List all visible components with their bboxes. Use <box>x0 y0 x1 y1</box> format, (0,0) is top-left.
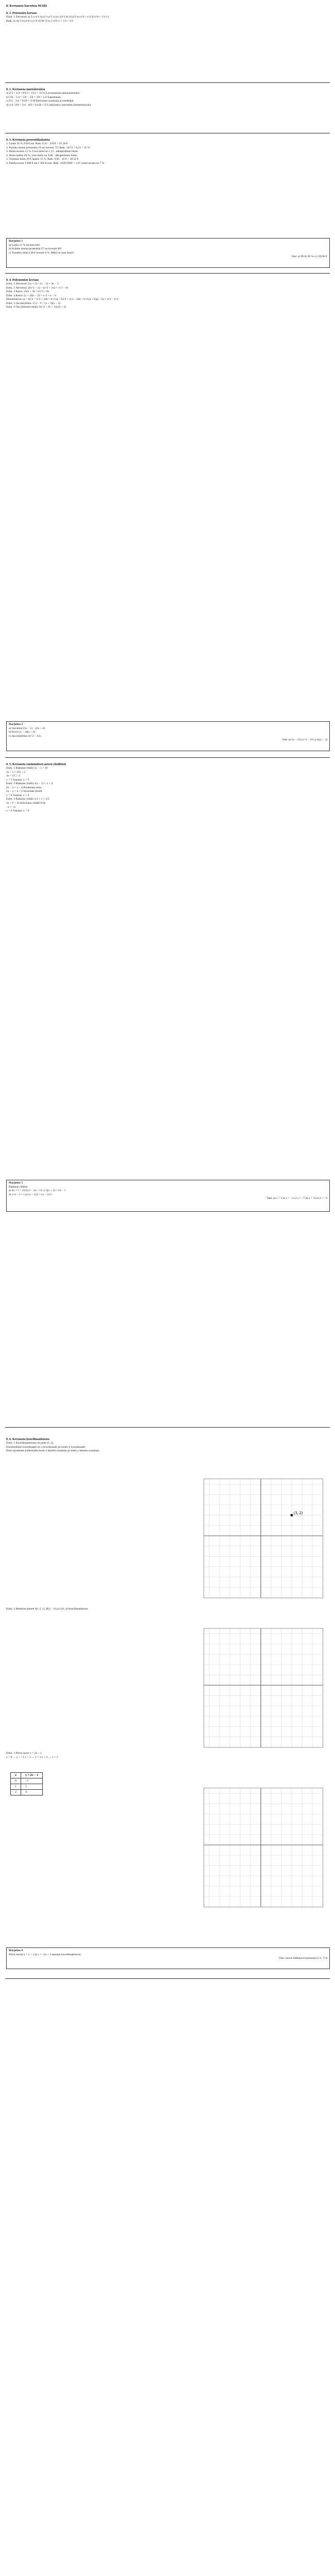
example-line: Piste sijoitetaan kulkemalla ensin x-akselin suuntaan ja sitten y-akselin suuntaan. <box>6 1449 100 1453</box>
exercise-line: d) x/4 − 2 = 1 e) (x + 1)/2 = (x − 3)/3 <box>9 1193 52 1196</box>
example-line: Esim. 2 Ratkaise yhtälö 2(x − 1) = x + 4 <box>6 782 53 786</box>
example-line: Esim. 3 Kerro: 2x(x + 4) = 2x^2 + 8x <box>6 290 49 294</box>
example-line: x = 6 Vastaus: x = 6 <box>6 793 29 797</box>
exercise-answer: Vast: a) x = 3 b) x = −3 c) x = −7 d) x = 12 e) x = −9 <box>266 1197 327 1200</box>
example-line: Esim. 3 Ratkaise yhtälö x/3 + 1 = x/2 <box>6 798 49 801</box>
table-cell: −1 <box>21 1778 43 1784</box>
point-label: (3, 2) <box>294 1511 303 1515</box>
section-title: 8. 1. Potenssien kertaus <box>6 12 37 15</box>
example-line: Esim. 2 Merkitse pisteet A(−2, 1), B(1, −3) ja C(0, 4) koordinaatistoon. <box>6 1607 89 1611</box>
exercise-line: c) Jaa tekijöihin 4x^2 − 12x. <box>9 734 42 738</box>
exercise-box <box>6 721 330 751</box>
example-line: Esim. 5 Jaa tekijöihin: x^2 − 9 = (x + 3)(x − 3) <box>6 301 60 305</box>
section-title: 8. 3. Kertausta prosenttilaskuista <box>6 139 50 142</box>
table-header-x: x <box>11 1773 21 1778</box>
example-line: Muistikaavat: (a + b)^2 = a^2 + 2ab + b^2 (a − b)^2 = a^2 − 2ab + b^2 (a + b)(a − b) = a^2 − b^2 <box>6 298 119 301</box>
doc-header <box>6 4 326 9</box>
section-title: 8. 5. Kertausta ensimmäisen asteen yhtälöistä <box>6 763 66 766</box>
exercise-answer: Vast: a) 96 b) 30 % c) 129,60 € <box>291 255 327 259</box>
section-8-4 <box>6 278 326 310</box>
exercise-line: b) Kerro (x − 4)(x + 4). <box>9 731 36 734</box>
exercise-box <box>6 1947 330 1969</box>
exercise-line: a) Laske 15 % luvusta 640. <box>9 243 40 247</box>
example-line: Esim. 1 Sievennä: (3x + 2) + (x − 5) = 4x − 3 <box>6 282 59 286</box>
exercise-answer: Vast: a) 3x − 5 b) x^2 − 16 c) 4x(x − 3) <box>282 738 327 742</box>
exercise-answer: Vast: suorat leikkaavat pisteessä (1/3, 7/3) <box>278 1957 327 1960</box>
divider <box>5 1978 330 1979</box>
coordinate-grid <box>204 1628 323 1748</box>
example-line: Ratk. a) 3a^3 b) a^8 c) x^6 d) 9x^2 e) x^4 f) 1 + 1/2 = 3/2 <box>6 19 73 23</box>
divider <box>5 757 330 758</box>
example-line: c) 2/5 · 3/4 = 6/20 = 3/10 Kerrotaan osoittajat ja nimittäjät <box>6 99 74 103</box>
example-line: Esim. 1 Ratkaise yhtälö 3x − 5 = 10 <box>6 767 48 770</box>
example-line: Ensimmäinen koordinaatti on x-koordinaatti ja toinen y-koordinaatti. <box>6 1445 86 1449</box>
doc-title: 8. Kertausta kurssista MAB1 <box>6 4 47 8</box>
coordinate-grid <box>204 1479 323 1598</box>
exercise-box <box>6 238 330 268</box>
plotted-point <box>291 1514 293 1517</box>
table-header-row <box>11 1773 43 1778</box>
exercise-box <box>6 1180 330 1212</box>
coordinate-grid <box>204 1788 323 1907</box>
table-row <box>11 1778 43 1784</box>
table-cell: 3 <box>21 1790 43 1795</box>
example-line: d) 3/4 : 9/8 = 3/4 · 8/9 = 24/36 = 2/3 Jakolasku: kerrotaan käänteisluvulla <box>6 103 91 107</box>
divider <box>5 82 330 83</box>
exercise-line: b) Kuinka monta prosenttia 27 on luvusta 90? <box>9 247 62 251</box>
example-line: 3x = 15 | : 3 <box>6 774 20 778</box>
example-line: 3. Hinta nousee 12 %. Uusi hinta on 1,12 · alkuperäinen hinta. <box>6 150 78 154</box>
example-line: 5. Tuotteen hinta 45 € laskee 15 %. Ratk. 0,85 · 45 € = 38,25 € <box>6 158 79 161</box>
example-line: 2x − x = 4 + 2 Siirretään termit <box>6 790 42 793</box>
example-line: b) 5/6 − 1/3 = 5/6 − 2/6 = 3/6 = 1/2 Supistetaan <box>6 95 61 99</box>
value-table <box>10 1772 43 1795</box>
table-row <box>11 1784 43 1790</box>
exercise-line: c) Tuotteen hinta 120 € nousee 8 %. Mikä on uusi hinta? <box>9 251 74 255</box>
exercise-line: a) Sievennä (5x − 1) − (2x + 4). <box>9 726 46 730</box>
table-cell: 0 <box>11 1778 21 1784</box>
section-title: 8. 4. Polynomien kertaus <box>6 279 39 282</box>
example-line: x = 5 Vastaus: x = 5 <box>6 778 29 782</box>
section-8-6-cont <box>6 1607 326 1612</box>
section-8-5 <box>6 762 326 814</box>
example-line: Esim. 2 Sievennä: (2x^2 − x) − (x^2 + 3x) = x^2 − 4x <box>6 286 69 290</box>
exercise-title: Harjoitus 2 <box>9 723 23 726</box>
example-line: 2. Kuinka monta prosenttia 18 on luvusta 72? Ratk. 18/72 = 0,25 = 25 % <box>6 146 90 149</box>
table-cell: 1 <box>21 1784 43 1790</box>
example-line: 2x + 6 = 3x Kerrotaan yhtälö 6:lla <box>6 802 46 805</box>
grid-lines <box>204 1479 323 1598</box>
section-8-3 <box>6 138 326 165</box>
example-line: Esim. 3 Piirrä suora y = 2x − 1. <box>6 1752 43 1755</box>
table-cell: 1 <box>11 1784 21 1790</box>
example-line: −x = −6 <box>6 805 15 809</box>
table-row <box>11 1790 43 1795</box>
grid-lines <box>204 1629 323 1747</box>
section-8-6-line <box>6 1752 326 1759</box>
example-line: x = 6 Vastaus: x = 6 <box>6 809 29 813</box>
section-title: 8. 2. Kertausta murtoluvuista <box>6 88 45 91</box>
divider <box>5 273 330 274</box>
example-line: Esim. 1 Koordinaatistossa on piste (3, 2). <box>6 1442 54 1445</box>
exercise-title: Harjoitus 1 <box>9 240 23 243</box>
table-cell: 2 <box>11 1790 21 1795</box>
example-line: 1. Laske 35 % 250 €:sta. Ratk. 0,35 · 250 € = 87,50 € <box>6 142 68 146</box>
example-line: x = 0 → y = −1 x = 1 → y = 1 x = 2 → y = 3 <box>6 1755 58 1759</box>
section-8-1 <box>6 11 326 23</box>
exercise-line: a) 4x + 7 = 19 b) 5 − 2x = 11 c) 3(x + 2) = 2x − 1 <box>9 1189 66 1193</box>
exercise-line: Piirrä suorat y = x + 2 ja y = −2x + 3 samaan koordinaatistoon. <box>9 1953 81 1956</box>
exercise-line: Ratkaise yhtälöt <box>9 1185 28 1189</box>
exercise-title: Harjoitus 4 <box>9 1949 23 1952</box>
example-line: Esim. 4 Kerro: (x + 3)(x − 2) = x^2 + x − 6 <box>6 294 56 297</box>
example-line: 2x − 2 = x + 4 Poistetaan sulut <box>6 786 42 789</box>
section-8-6 <box>6 1437 326 1453</box>
grid-lines <box>204 1788 323 1907</box>
divider <box>5 1427 330 1428</box>
table-header-y: y = 2x − 1 <box>21 1773 43 1778</box>
exercise-title: Harjoitus 3 <box>9 1181 23 1184</box>
example-line: Esim. 6 Ota yhteinen tekijä: 6x^2 + 9x = 3x(2x + 3) <box>6 306 66 309</box>
example-line: a) 2/3 + 1/4 = 8/12 + 3/12 = 11/12 Lavennetaan samannimisiksi <box>6 92 80 95</box>
example-line: 3x − 5 = 10 | + 5 <box>6 770 26 774</box>
section-title: 8. 6. Kertausta koordinaatistosta <box>6 1438 49 1441</box>
example-line: 4. Hinta laskee 20 %. Uusi hinta on 0,80 · alkuperäinen hinta. <box>6 154 78 157</box>
section-8-2 <box>6 88 326 107</box>
example-line: Esim. 1 Sievennä: a) 3·a·a^2 b) a^3·a^5 c) (x^2)^3 d) (3x)^2 e) x^6 / x^2 f) 2^0 + 2^(-1) <box>6 15 109 19</box>
example-line: 6. Palkka nousi 1 800 €:sta 1 926 €:oon. Ratk. 1926/1800 = 1,07, joten nousu on 7 % <box>6 161 105 165</box>
